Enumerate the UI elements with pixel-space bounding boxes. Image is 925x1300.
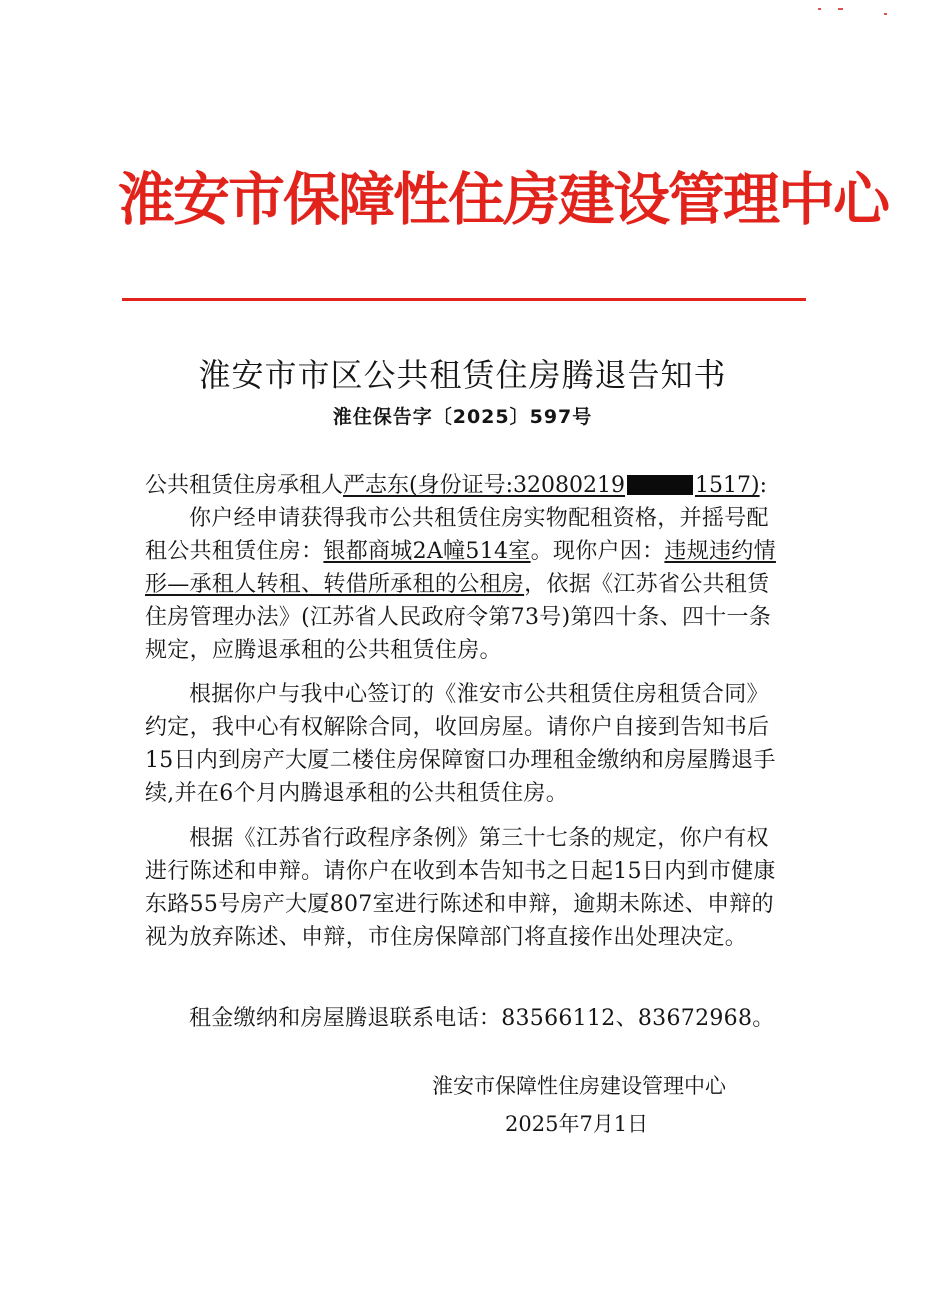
letterhead-title: 淮安市保障性住房建设管理中心 — [118, 167, 888, 233]
violation-reason: 违规违约情形—承租人转租、转借所承租的公租房 — [145, 539, 776, 597]
tenant-name-id-start: 严志东(身份证号:32080219 — [343, 473, 625, 498]
signature-organization: 淮安市保障性住房建设管理中心 — [432, 1074, 726, 1098]
scan-speck — [884, 13, 887, 15]
paragraph1-part1: 你户经申请获得我市公共租赁住房实物配租资格，并摇号配租公共租赁住房： — [145, 506, 769, 564]
letterhead-red-rule — [122, 298, 806, 301]
paragraph1-part2: 。现你户因： — [530, 539, 665, 564]
document-title: 淮安市市区公共租赁住房腾退告知书 — [198, 356, 727, 394]
tenant-name-id — [343, 473, 760, 498]
paragraph1-part3: ，依据《江苏省公共租赁住房管理办法》(江苏省人民政府令第73号)第四十条、四十一条规定，应腾退承租的公共租赁住房。 — [145, 572, 772, 663]
document-number: 淮住保告字〔2025〕597号 — [332, 406, 593, 428]
scan-speck — [818, 8, 821, 10]
signature-date: 2025年7月1日 — [505, 1112, 649, 1136]
redaction-block — [627, 475, 693, 495]
paragraph-contact: 租金缴纳和房屋腾退联系电话：83566112、83672968。 — [189, 1006, 775, 1031]
paragraph-contract: 根据你户与我中心签订的《淮安市公共租赁住房租赁合同》约定，我中心有权解除合同，收回房屋。请你户自接到告知书后15日内到房产大厦二楼住房保障窗口办理租金缴纳和房屋腾退手续,并在6个月内腾退承租的公共租赁住房。 — [145, 682, 776, 806]
salutation — [145, 468, 805, 499]
paragraph-appeal: 根据《江苏省行政程序条例》第三十七条的规定，你户有权进行陈述和申辩。请你户在收到本告知书之日起15日内到市健康东路55号房产大厦807室进行陈述和申辩，逾期未陈述、申辩的视为放弃陈述、申辩，市住房保障部门将直接作出处理决定。 — [145, 826, 776, 950]
housing-address: 银都商城2A幢514室 — [323, 539, 531, 564]
tenant-name-id-end: 1517) — [695, 473, 760, 498]
salutation-prefix: 公共租赁住房承租人 — [145, 473, 344, 498]
scan-speck — [838, 8, 843, 10]
salutation-suffix: : — [759, 473, 767, 498]
paragraph-allocation — [145, 502, 785, 667]
